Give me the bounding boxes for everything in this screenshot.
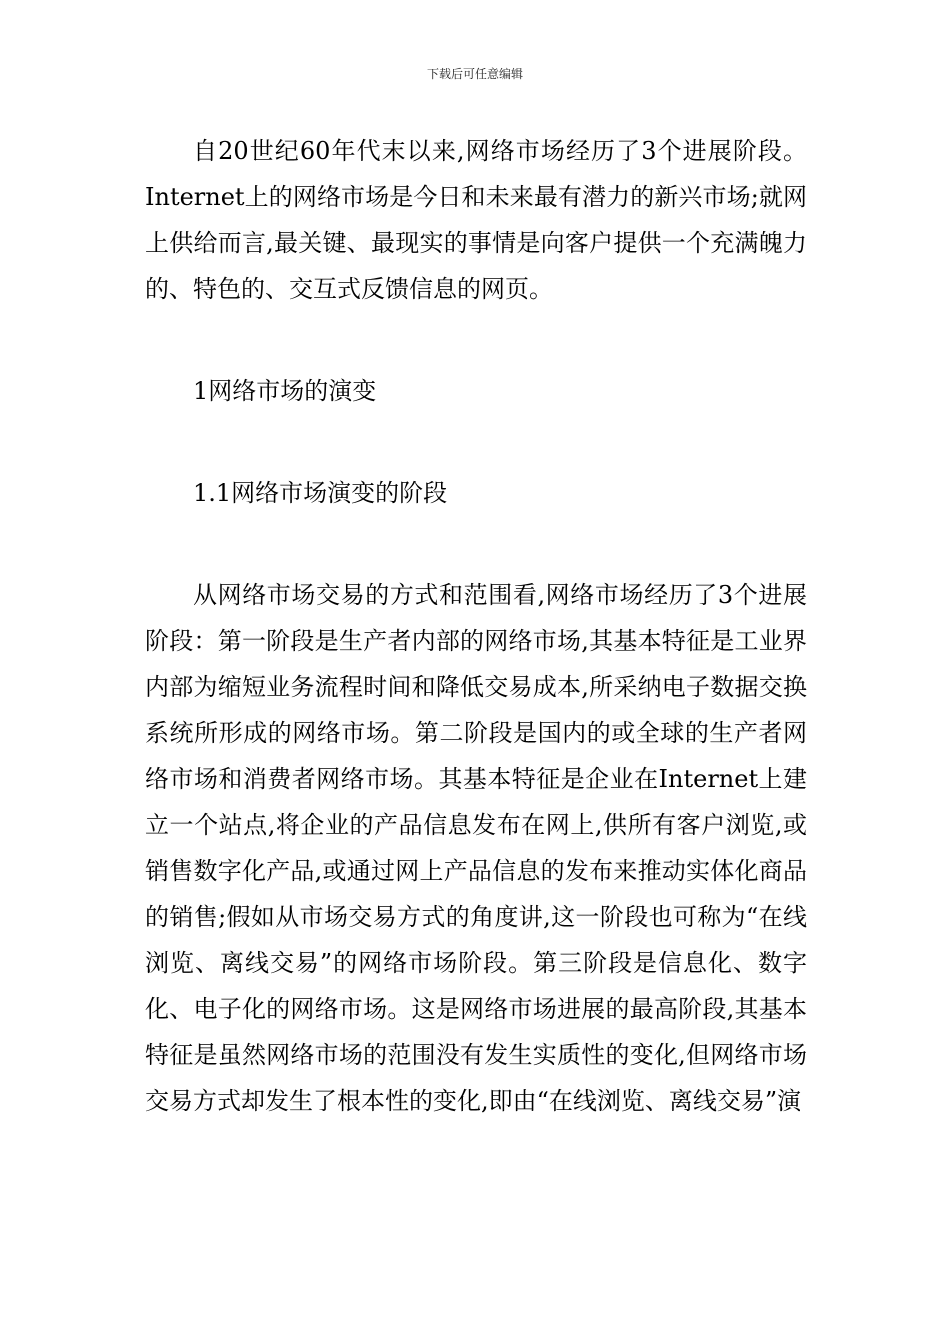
page-header-note: 下载后可任意编辑 — [426, 67, 523, 81]
body-paragraph: 从网络市场交易的方式和范围看,网络市场经历了3个进展阶段：第一阶段是生产者内部的网络市场,其基本特征是工业界内部为缩短业务流程时间和降低交易成本,所采纳电子数据交换系统所形成的网络市场。第二阶段是国内的或全球的生产者网络市场和消费者网络市场。其基本特征是企业在Internet上建立一个站点,将企业的产品信息发布在网上,供所有客户浏览,或销售数字化产品,或通过网上产品信息的发布来推动实体化商品的销售;假如从市场交易方式的角度讲,这一阶段也可称为“在线浏览、离线交易”的网络市场阶段。第三阶段是信息化、数字化、电子化的网络市场。这是网络市场进展的最高阶段,其基本特征是虽然网络市场的范围没有发生实质性的变化,但网络市场交易方式却发生了根本性的变化,即由“在线浏览、离线交易”演 — [145, 581, 807, 1115]
document-body — [145, 128, 807, 1124]
intro-paragraph: 自20世纪60年代末以来,网络市场经历了3个进展阶段。Internet上的网络市场是今日和未来最有潜力的新兴市场;就网上供给而言,最关键、最现实的事情是向客户提供一个充满魄力的、特色的、交互式反馈信息的网页。 — [145, 137, 807, 303]
section-heading: 1网络市场的演变 — [193, 377, 377, 405]
subsection-heading: 1.1网络市场演变的阶段 — [193, 479, 448, 507]
